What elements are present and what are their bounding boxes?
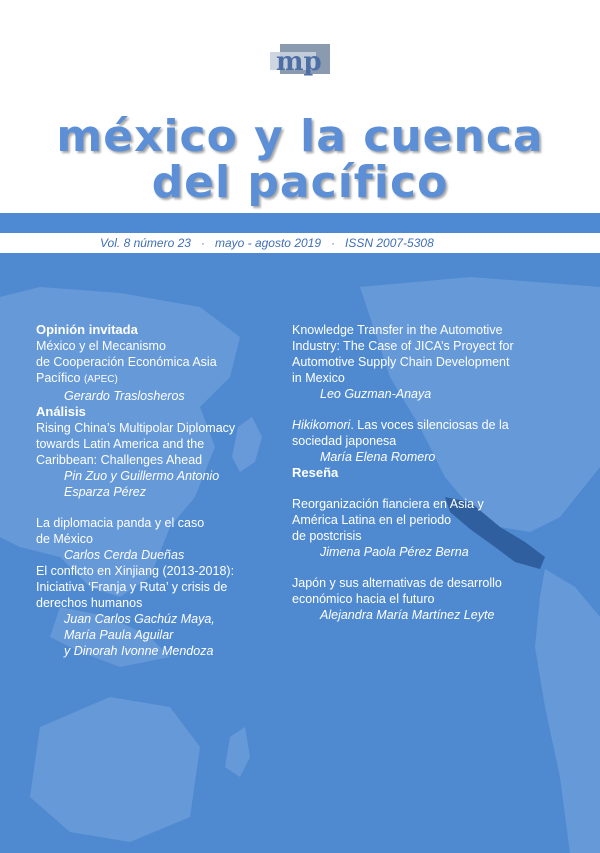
spacer [292, 560, 554, 575]
title-italic-word: Hikikomori [292, 418, 351, 432]
spacer [36, 500, 272, 515]
spacer [292, 402, 554, 417]
title-line: in Mexico [292, 371, 345, 385]
title-line: América Latina en el periodo [292, 513, 452, 527]
title-line: de postcrisis [292, 529, 362, 543]
article-title[interactable] [36, 420, 272, 468]
spacer [292, 481, 554, 496]
acronym: (APEC) [83, 374, 118, 385]
title-line: Rising China’s Multipolar Diplomacy [36, 421, 236, 435]
title-line: El conflcto en Xinjiang (2013-2018): [36, 564, 235, 578]
article-author: Alejandra María Martínez Leyte [320, 608, 495, 622]
title-line: sociedad japonesa [292, 434, 397, 448]
title-line [36, 370, 272, 388]
journal-title-line1: méxico y la cuenca [56, 111, 544, 162]
contents-left-column [36, 322, 272, 659]
title-text: Pacífico [36, 371, 81, 385]
article-author: Jimena Paola Pérez Berna [320, 545, 469, 559]
title-line: derechos humanos [36, 596, 143, 610]
section-heading: Análisis [36, 404, 86, 419]
article-title[interactable] [36, 515, 272, 547]
article-author: y Dinorah Ivonne Mendoza [64, 644, 214, 658]
article-author: María Paula Aguilar [64, 628, 174, 642]
title-line: Industry: The Case of JICA’s Proyect for [292, 339, 514, 353]
australia-landmass [30, 697, 200, 842]
title-line: Iniciativa ‘Franja y Ruta’ y crisis de [36, 580, 228, 594]
title-text: . Las voces silenciosas de la [350, 418, 509, 432]
article-author: Gerardo Traslosheros [64, 389, 185, 403]
article-title[interactable] [292, 575, 554, 607]
title-line: de México [36, 532, 93, 546]
section-heading: Opinión invitada [36, 322, 138, 337]
article-title[interactable] [36, 338, 272, 388]
article-author: María Elena Romero [320, 450, 436, 464]
cover-header [0, 0, 600, 213]
article-author: Juan Carlos Gachúz Maya, [64, 612, 215, 626]
section-heading: Reseña [292, 465, 339, 480]
article-author: Carlos Cerda Dueñas [64, 548, 185, 562]
article-title[interactable] [292, 496, 554, 544]
article-author: Pin Zuo y Guillermo Antonio [64, 469, 220, 483]
title-line: towards Latin America and the [36, 437, 205, 451]
title-line: económico hacia el futuro [292, 592, 435, 606]
logo-text: mp [276, 47, 322, 77]
issue-info: Vol. 8 número 23 · mayo - agosto 2019 · ISSN 2007-5308 [100, 236, 434, 250]
article-author: Leo Guzman-Anaya [320, 387, 432, 401]
contents-panel [0, 257, 600, 853]
title-line: Caribbean: Challenges Ahead [36, 453, 203, 467]
title-line: Automotive Supply Chain Development [292, 355, 510, 369]
title-line: Japón y sus alternativas de desarrollo [292, 576, 502, 590]
title-line: Reorganización fianciera en Asia y [292, 497, 484, 511]
new-zealand-island [225, 727, 250, 777]
title-line: México y el Mecanismo [36, 339, 166, 353]
title-line: de Cooperación Económica Asia [36, 355, 217, 369]
title-line [292, 417, 554, 433]
journal-title-line2: del pacífico [151, 157, 449, 208]
title-line: La diplomacia panda y el caso [36, 516, 205, 530]
article-author: Esparza Pérez [64, 485, 146, 499]
article-title[interactable] [292, 322, 554, 386]
journal-logo [268, 42, 334, 78]
header-band [0, 213, 600, 233]
article-title[interactable] [36, 563, 272, 611]
article-title[interactable] [292, 417, 554, 449]
contents-right-column [292, 322, 554, 623]
title-line: Knowledge Transfer in the Automotive [292, 323, 503, 337]
